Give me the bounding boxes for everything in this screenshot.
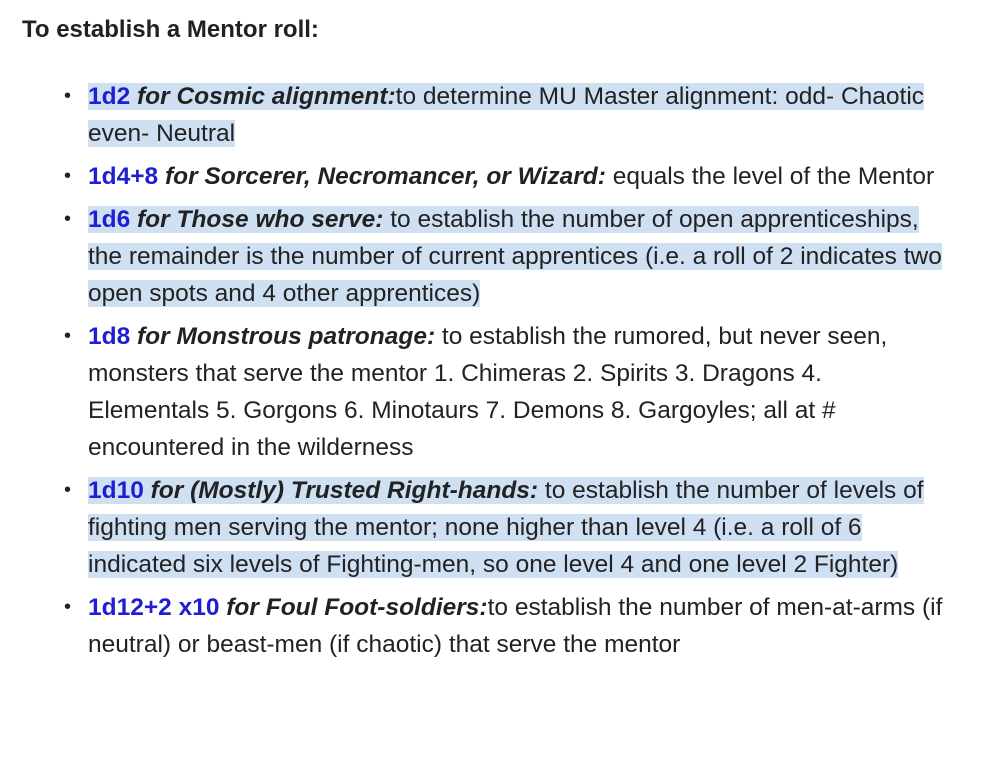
list-item-cosmic-alignment [64, 78, 948, 152]
list-item-sorcerer-level [64, 158, 948, 195]
highlighted-text[interactable] [88, 477, 924, 578]
item-label: for Cosmic alignment: [130, 83, 396, 110]
bullet-icon: • [64, 85, 72, 107]
item-text[interactable] [88, 594, 942, 658]
item-description: to establish the number of men-at-arms (if neutral) or beast-men (if chaotic) that serve the mentor [88, 594, 943, 658]
bullet-icon: • [64, 165, 72, 187]
item-label: for Sorcerer, Necromancer, or Wizard: [158, 163, 606, 190]
list-item-foul-foot-soldiers [64, 589, 948, 663]
highlighted-text[interactable] [88, 206, 942, 307]
bullet-icon: • [64, 208, 72, 230]
dice-roll: 1d8 [88, 323, 131, 350]
item-label: for Those who serve: [130, 206, 384, 233]
item-text[interactable] [88, 163, 934, 190]
item-description: to determine MU Master alignment: odd- Chaotic even- Neutral [88, 83, 925, 147]
bullet-icon: • [64, 325, 72, 347]
item-label: for (Mostly) Trusted Right-hands: [143, 477, 539, 504]
dice-roll: 1d10 [88, 477, 144, 504]
dice-roll: 1d4+8 [88, 163, 159, 190]
bullet-icon: • [64, 479, 72, 501]
item-text[interactable] [88, 323, 887, 461]
highlighted-text[interactable] [88, 83, 924, 147]
item-description: to establish the rumored, but never seen, monsters that serve the mentor 1. Chimeras 2. Spirits 3. Dragons 4. Elementals 5. Gorgons 6. Minotaurs 7. Demons 8. Gargoyles; all at # encountered in the wilderness [88, 323, 888, 461]
item-description: equals the level of the Mentor [605, 163, 935, 190]
mentor-roll-list [64, 78, 948, 669]
bullet-icon: • [64, 596, 72, 618]
dice-roll: 1d12+2 x10 [88, 594, 220, 621]
list-item-those-who-serve [64, 201, 948, 312]
item-label: for Foul Foot-soldiers: [219, 594, 488, 621]
list-item-trusted-right-hands [64, 472, 948, 583]
list-item-monstrous-patronage [64, 318, 948, 466]
dice-roll: 1d2 [88, 83, 131, 110]
item-label: for Monstrous patronage: [130, 323, 436, 350]
dice-roll: 1d6 [88, 206, 131, 233]
item-description: to establish the number of levels of fighting men serving the mentor; none higher than level 4 (i.e. a roll of 6 indicated six levels of Fighting-men, so one level 4 and one level 2 Fighter) [88, 477, 924, 578]
item-description: to establish the number of open apprenticeships, the remainder is the number of current apprentices (i.e. a roll of 2 indicates two open spots and 4 other apprentices) [88, 206, 942, 307]
section-heading: To establish a Mentor roll: [22, 16, 319, 43]
